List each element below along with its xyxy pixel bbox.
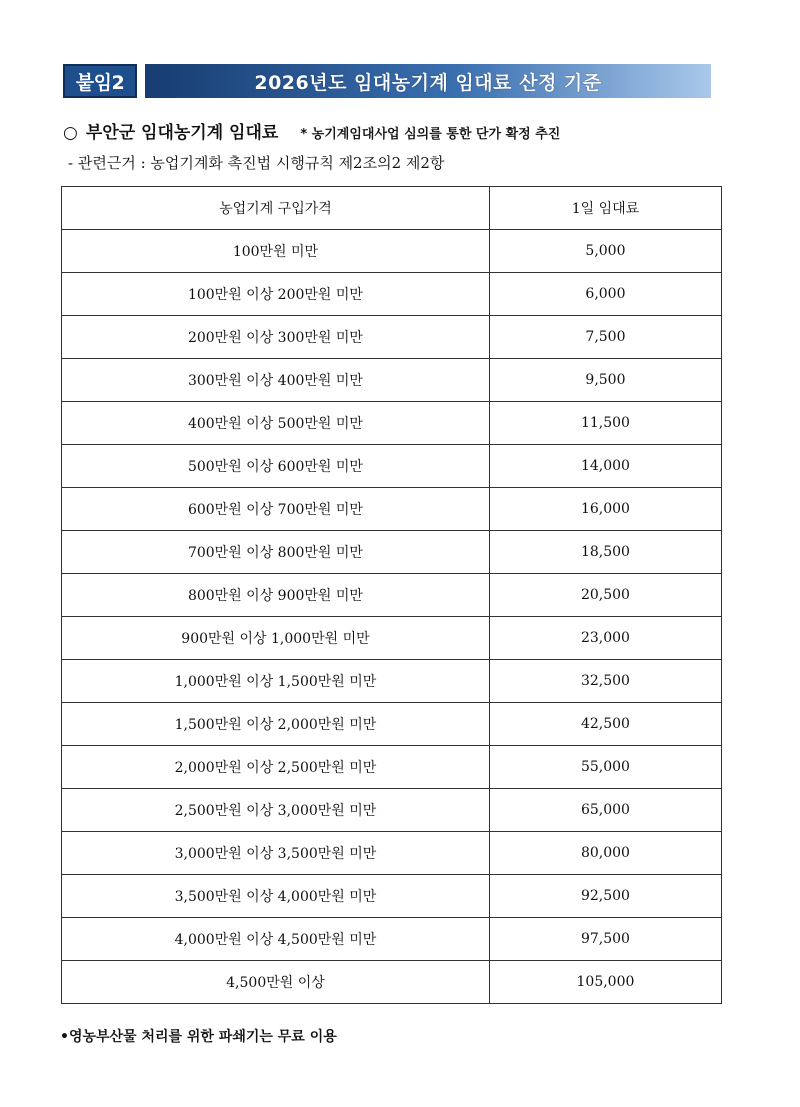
table-row bbox=[62, 961, 722, 1004]
price-range-cell: 1,000만원 이상 1,500만원 미만 bbox=[62, 660, 490, 703]
daily-fee-cell: 23,000 bbox=[489, 617, 721, 660]
price-range-cell: 4,500만원 이상 bbox=[62, 961, 490, 1004]
section-heading: 부안군 임대농기계 임대료 bbox=[85, 123, 279, 143]
circle-bullet-icon: ○ bbox=[63, 123, 78, 143]
price-range-cell: 700만원 이상 800만원 미만 bbox=[62, 531, 490, 574]
daily-fee-cell: 55,000 bbox=[489, 746, 721, 789]
table-row bbox=[62, 617, 722, 660]
price-range-cell: 2,500만원 이상 3,000만원 미만 bbox=[62, 789, 490, 832]
price-range-cell: 100만원 이상 200만원 미만 bbox=[62, 273, 490, 316]
price-range-cell: 800만원 이상 900만원 미만 bbox=[62, 574, 490, 617]
daily-fee-cell: 65,000 bbox=[489, 789, 721, 832]
price-range-cell: 4,000만원 이상 4,500만원 미만 bbox=[62, 918, 490, 961]
table-header-row bbox=[62, 187, 722, 230]
daily-fee-cell: 80,000 bbox=[489, 832, 721, 875]
table-row bbox=[62, 230, 722, 273]
table-row bbox=[62, 832, 722, 875]
table-row bbox=[62, 789, 722, 832]
daily-fee-cell: 5,000 bbox=[489, 230, 721, 273]
daily-fee-cell: 105,000 bbox=[489, 961, 721, 1004]
price-range-cell: 2,000만원 이상 2,500만원 미만 bbox=[62, 746, 490, 789]
legal-basis: - 관련근거 : 농업기계화 촉진법 시행규칙 제2조의2 제2항 bbox=[68, 154, 445, 172]
table-row bbox=[62, 273, 722, 316]
daily-fee-cell: 42,500 bbox=[489, 703, 721, 746]
table-row bbox=[62, 445, 722, 488]
daily-fee-cell: 11,500 bbox=[489, 402, 721, 445]
table-row bbox=[62, 359, 722, 402]
column-header-fee: 1일 임대료 bbox=[489, 187, 721, 230]
price-range-cell: 3,000만원 이상 3,500만원 미만 bbox=[62, 832, 490, 875]
daily-fee-cell: 14,000 bbox=[489, 445, 721, 488]
table-row bbox=[62, 918, 722, 961]
price-range-cell: 3,500만원 이상 4,000만원 미만 bbox=[62, 875, 490, 918]
price-range-cell: 400만원 이상 500만원 미만 bbox=[62, 402, 490, 445]
table-row bbox=[62, 316, 722, 359]
daily-fee-cell: 9,500 bbox=[489, 359, 721, 402]
rental-fee-table bbox=[61, 186, 722, 1004]
daily-fee-cell: 6,000 bbox=[489, 273, 721, 316]
table-row bbox=[62, 531, 722, 574]
price-range-cell: 200만원 이상 300만원 미만 bbox=[62, 316, 490, 359]
table-row bbox=[62, 402, 722, 445]
price-range-cell: 100만원 미만 bbox=[62, 230, 490, 273]
price-range-cell: 300만원 이상 400만원 미만 bbox=[62, 359, 490, 402]
section-heading-line bbox=[63, 118, 560, 143]
title-bar bbox=[63, 64, 711, 98]
title-gap bbox=[137, 64, 145, 98]
daily-fee-cell: 97,500 bbox=[489, 918, 721, 961]
table-row bbox=[62, 574, 722, 617]
daily-fee-cell: 32,500 bbox=[489, 660, 721, 703]
footnote: •영농부산물 처리를 위한 파쇄기는 무료 이용 bbox=[60, 1029, 337, 1045]
table-row bbox=[62, 746, 722, 789]
section-note: * 농기계임대사업 심의를 통한 단가 확정 추진 bbox=[300, 127, 561, 142]
daily-fee-cell: 16,000 bbox=[489, 488, 721, 531]
price-range-cell: 500만원 이상 600만원 미만 bbox=[62, 445, 490, 488]
document-title: 2026년도 임대농기계 임대료 산정 기준 bbox=[145, 64, 711, 98]
table-row bbox=[62, 488, 722, 531]
table-row bbox=[62, 875, 722, 918]
daily-fee-cell: 92,500 bbox=[489, 875, 721, 918]
daily-fee-cell: 20,500 bbox=[489, 574, 721, 617]
attachment-badge: 붙임2 bbox=[63, 64, 137, 98]
price-range-cell: 1,500만원 이상 2,000만원 미만 bbox=[62, 703, 490, 746]
price-range-cell: 600만원 이상 700만원 미만 bbox=[62, 488, 490, 531]
column-header-price: 농업기계 구입가격 bbox=[62, 187, 490, 230]
daily-fee-cell: 18,500 bbox=[489, 531, 721, 574]
daily-fee-cell: 7,500 bbox=[489, 316, 721, 359]
table-row bbox=[62, 660, 722, 703]
price-range-cell: 900만원 이상 1,000만원 미만 bbox=[62, 617, 490, 660]
table-row bbox=[62, 703, 722, 746]
